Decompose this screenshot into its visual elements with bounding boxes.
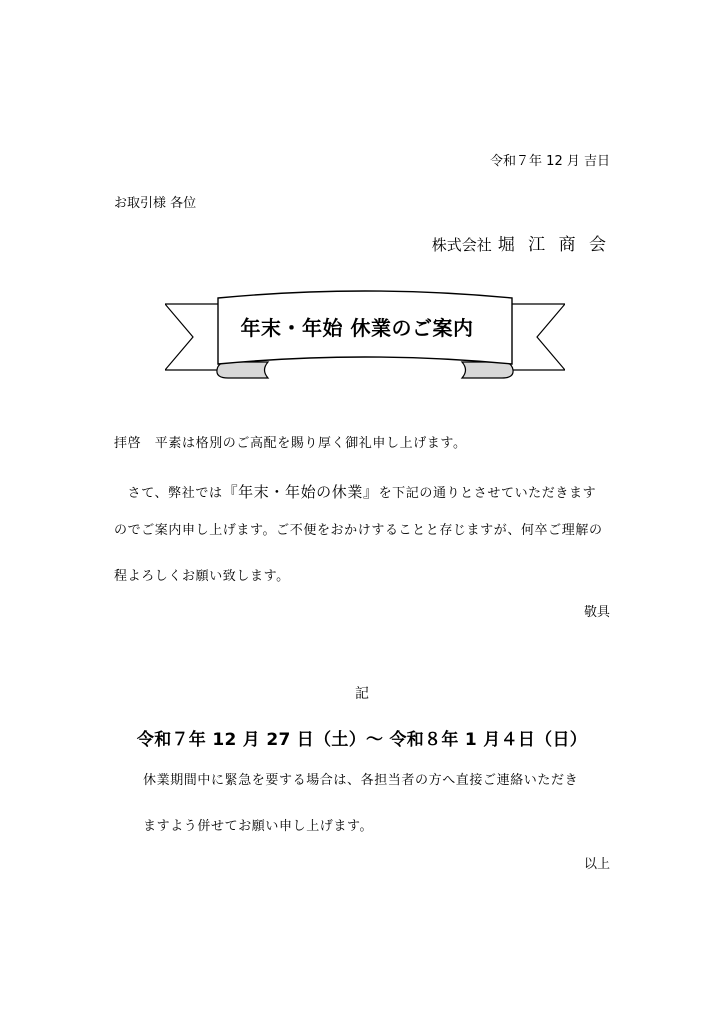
ribbon-right-tail <box>510 304 565 370</box>
emergency-note-line-2: ますよう併せてお願い申し上げます。 <box>143 819 374 834</box>
banner-title: 年末・年始 休業のご案内 <box>240 316 474 340</box>
closure-period: 令和７年 12 月 27 日（土）～ 令和８年 1 月４日（日） <box>136 730 588 750</box>
notice-heading: 記 <box>355 686 369 702</box>
body-paragraph-line-1 <box>114 481 596 502</box>
para-end: を下記の通りとさせていただきます <box>378 486 597 501</box>
recipient: お取引様 各位 <box>114 196 197 211</box>
closure-term-emphasis: 『年末・年始の休業』 <box>222 483 379 501</box>
body-paragraph-line-3: 程よろしくお願い致します。 <box>114 569 290 584</box>
company-prefix: 株式会社 <box>431 236 492 254</box>
ribbon-right-fold <box>462 362 513 378</box>
body-paragraph-line-2: のでご案内申し上げます。ご不便をおかけすることと存じますが、何卒ご理解の <box>114 523 603 538</box>
ribbon-left-fold <box>217 362 268 378</box>
emergency-note-line-1: 休業期間中に緊急を要する場合は、各担当者の方へ直接ご連絡いただき <box>143 773 579 788</box>
closing-keigu: 敬具 <box>583 605 610 620</box>
para-start: さて、弊社では <box>127 486 223 501</box>
ribbon-left-tail <box>165 304 220 370</box>
greeting-line: 拝啓 平素は格別のご高配を賜り厚く御礼申し上げます。 <box>114 436 467 451</box>
closing-ijou: 以上 <box>583 857 610 872</box>
company-name <box>432 230 610 255</box>
company-name-main: 堀 江 商 会 <box>497 235 610 255</box>
document-date: 令和７年 12 月 吉日 <box>490 154 610 169</box>
